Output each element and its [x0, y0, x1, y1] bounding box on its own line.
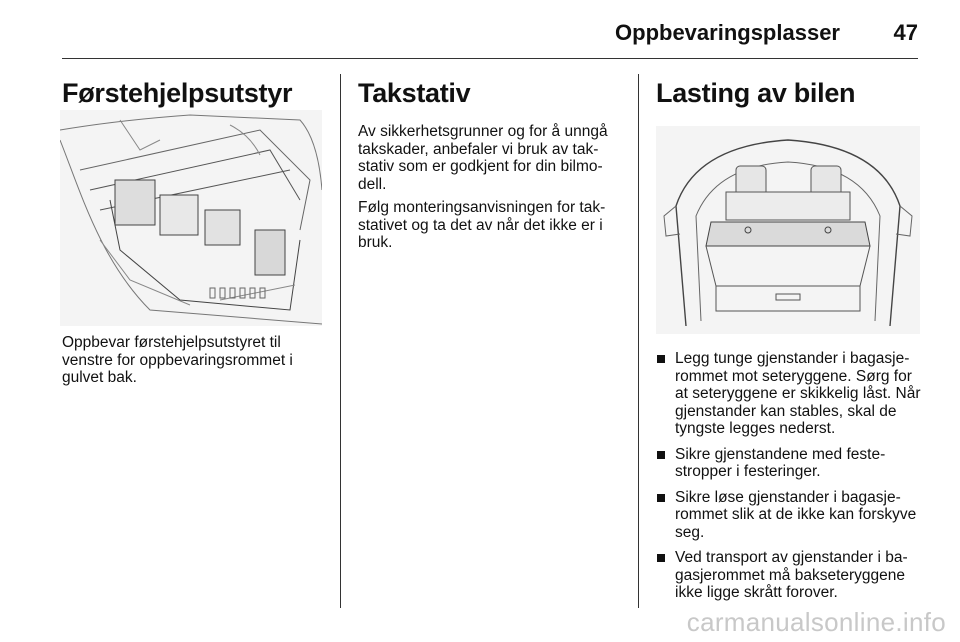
list-item: Sikre løse gjenstander i bagasje-rommet slik at de ikke kan forskyve seg.	[656, 489, 924, 542]
bullet-square-icon	[657, 355, 665, 363]
bullet-square-icon	[657, 494, 665, 502]
section-first-aid	[62, 78, 322, 109]
section-heading-loading: Lasting av bilen	[656, 78, 856, 108]
page-header	[62, 12, 918, 59]
bullet-square-icon	[657, 554, 665, 562]
section-heading-roof-rack: Takstativ	[358, 78, 471, 108]
column-divider-2	[638, 74, 639, 608]
figure-luggage-compartment-illustration	[656, 126, 920, 334]
chapter-title: Oppbevaringsplasser	[615, 20, 840, 45]
loading-instructions-list	[656, 350, 924, 610]
section-heading-first-aid: Førstehjelpsutstyr	[62, 78, 293, 108]
list-item: Sikre gjenstandene med feste-stropper i festeringer.	[656, 446, 924, 481]
first-aid-body: Oppbevar førstehjelpsutstyret til venstre for oppbevaringsrommet i gulvet bak.	[62, 334, 293, 386]
first-aid-text	[62, 334, 322, 387]
list-item: Legg tunge gjenstander i bagasje-rommet mot seteryggene. Sørg for at seteryggene er skikkelig låst. Når gjenstander kan stables, skal de tyngste legges nederst.	[656, 350, 924, 438]
figure-first-aid-kit-illustration	[60, 110, 322, 326]
roof-rack-para-2: Følg monteringsanvisningen for tak-stativet og ta det av når det ikke er i bruk.	[358, 199, 606, 251]
page-number: 47	[893, 20, 918, 45]
roof-rack-para-1: Av sikkerhetsgrunner og for å unngå takskader, anbefaler vi bruk av tak-stativ som er godkjent for din bilmo-dell.	[358, 123, 608, 193]
column-divider-1	[340, 74, 341, 608]
section-loading	[656, 78, 922, 109]
list-item: Ved transport av gjenstander i ba-gasjerommet må bakseteryggene ikke ligge skrått forover.	[656, 549, 924, 602]
watermark: carmanualsonline.info	[686, 607, 946, 637]
bullet-square-icon	[657, 451, 665, 459]
section-roof-rack	[358, 78, 626, 252]
